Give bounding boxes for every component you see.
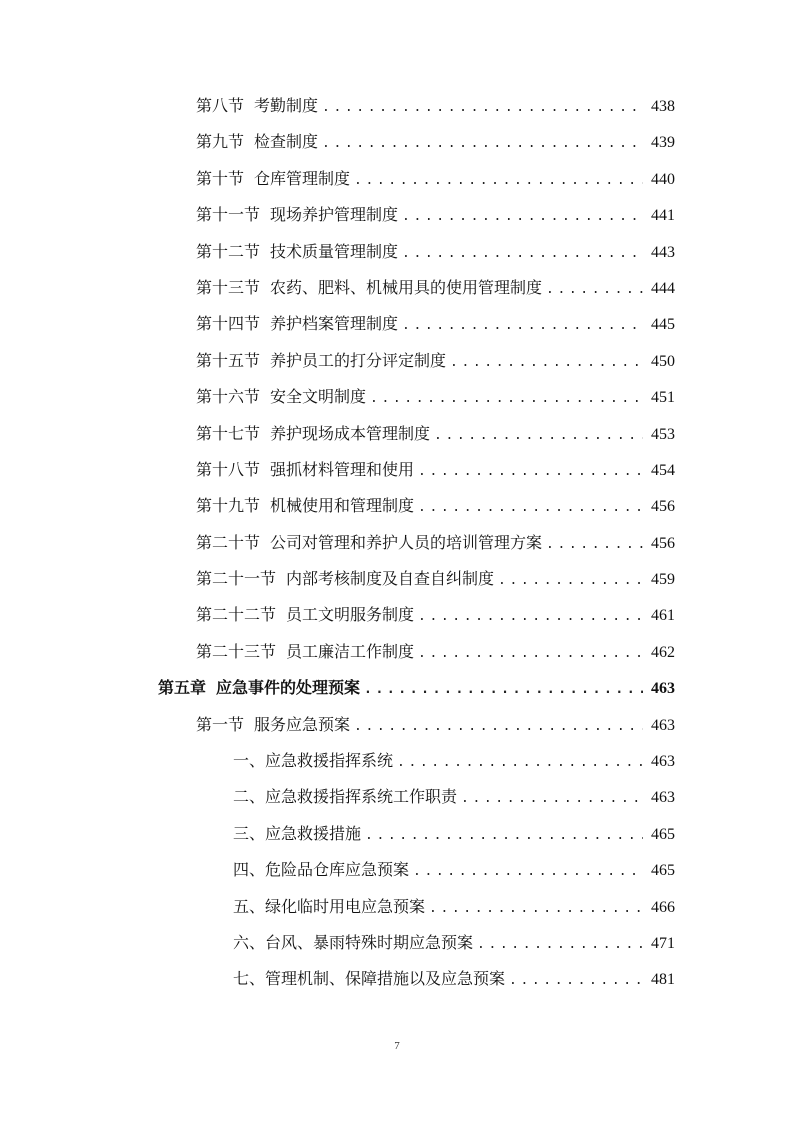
toc-section-entry[interactable] bbox=[0, 707, 675, 743]
toc-section-entry[interactable] bbox=[0, 634, 675, 670]
toc-subsection-entry[interactable] bbox=[0, 743, 675, 779]
toc-entry-title: 服务应急预案 bbox=[254, 714, 351, 734]
toc-entry-number: 第十六节 bbox=[196, 387, 261, 407]
toc-entry-page: 456 bbox=[651, 498, 675, 516]
page-number: 7 bbox=[394, 1040, 400, 1052]
toc-entry-title: 七、管理机制、保障措施以及应急预案 bbox=[233, 969, 506, 989]
toc-entry-title: 养护档案管理制度 bbox=[270, 314, 399, 334]
toc-dot-leader bbox=[461, 781, 643, 817]
toc-dot-leader bbox=[418, 636, 643, 672]
toc-dot-leader bbox=[402, 308, 643, 344]
toc-entry-number: 第二十一节 bbox=[196, 569, 277, 589]
toc-entry-page: 481 bbox=[651, 971, 675, 989]
toc-entry-label bbox=[196, 270, 542, 306]
toc-section-entry[interactable] bbox=[0, 452, 675, 488]
toc-dot-leader bbox=[354, 709, 643, 745]
toc-entry-title: 员工廉洁工作制度 bbox=[286, 641, 415, 661]
toc-entry-label bbox=[196, 597, 414, 633]
toc-dot-leader bbox=[354, 163, 643, 199]
toc-dot-leader bbox=[429, 891, 643, 927]
toc-entry-title: 三、应急救援措施 bbox=[233, 823, 362, 843]
toc-entry-page: 465 bbox=[651, 825, 675, 843]
toc-entry-page: 440 bbox=[651, 170, 675, 188]
toc-entry-label bbox=[196, 124, 318, 160]
toc-subsection-entry[interactable] bbox=[0, 961, 675, 997]
toc-entry-page: 461 bbox=[651, 607, 675, 625]
toc-entry-number: 第十八节 bbox=[196, 459, 261, 479]
toc-entry-page: 445 bbox=[651, 316, 675, 334]
toc-entry-label bbox=[196, 88, 318, 124]
toc-entry-number: 第十四节 bbox=[196, 314, 261, 334]
toc-section-entry[interactable] bbox=[0, 124, 675, 160]
toc-entry-label bbox=[196, 306, 398, 342]
toc-entry-page: 459 bbox=[651, 571, 675, 589]
toc-entry-label bbox=[196, 197, 398, 233]
toc-entry-label bbox=[196, 707, 350, 743]
toc-section-entry[interactable] bbox=[0, 197, 675, 233]
toc-dot-leader bbox=[364, 672, 643, 708]
toc-entry-page: 463 bbox=[651, 680, 675, 698]
toc-section-entry[interactable] bbox=[0, 525, 675, 561]
toc-entry-label bbox=[196, 452, 414, 488]
toc-entry-page: 456 bbox=[651, 534, 675, 552]
toc-section-entry[interactable] bbox=[0, 88, 675, 124]
toc-entry-page: 454 bbox=[651, 461, 675, 479]
toc-entry-title: 五、绿化临时用电应急预案 bbox=[233, 896, 426, 916]
toc-dot-leader bbox=[365, 818, 643, 854]
toc-entry-page: 443 bbox=[651, 243, 675, 261]
toc-dot-leader bbox=[397, 745, 643, 781]
toc-dot-leader bbox=[322, 126, 643, 162]
toc-dot-leader bbox=[509, 963, 643, 999]
toc-entry-label bbox=[196, 234, 398, 270]
toc-section-entry[interactable] bbox=[0, 379, 675, 415]
toc-entry-title: 现场养护管理制度 bbox=[270, 205, 399, 225]
toc-subsection-entry[interactable] bbox=[0, 852, 675, 888]
toc-entry-label bbox=[233, 889, 425, 925]
toc-entry-label bbox=[196, 525, 542, 561]
toc-section-entry[interactable] bbox=[0, 234, 675, 270]
toc-entry-title: 养护员工的打分评定制度 bbox=[270, 350, 447, 370]
toc-dot-leader bbox=[402, 236, 643, 272]
toc-entry-label bbox=[233, 779, 457, 815]
toc-entry-label bbox=[233, 743, 393, 779]
toc-entry-number: 第八节 bbox=[196, 96, 245, 115]
toc-entry-label bbox=[158, 670, 360, 706]
toc-entry-title: 一、应急救援指挥系统 bbox=[233, 751, 394, 771]
toc-entry-page: 439 bbox=[651, 134, 675, 152]
toc-section-entry[interactable] bbox=[0, 561, 675, 597]
toc-section-entry[interactable] bbox=[0, 416, 675, 452]
toc-dot-leader bbox=[546, 527, 643, 563]
toc-entry-page: 465 bbox=[651, 862, 675, 880]
toc-entry-title: 技术质量管理制度 bbox=[270, 241, 399, 261]
toc-subsection-entry[interactable] bbox=[0, 925, 675, 961]
toc-section-entry[interactable] bbox=[0, 306, 675, 342]
toc-entry-number: 第九节 bbox=[196, 132, 245, 152]
toc-entry-number: 第十二节 bbox=[196, 241, 261, 261]
toc-dot-leader bbox=[413, 854, 643, 890]
toc-entry-page: 463 bbox=[651, 716, 675, 734]
toc-entry-label bbox=[233, 816, 361, 852]
toc-entry-page: 444 bbox=[651, 279, 675, 297]
toc-section-entry[interactable] bbox=[0, 488, 675, 524]
toc-entry-number: 第十九节 bbox=[196, 496, 261, 516]
toc-entry-title: 农药、肥料、机械用具的使用管理制度 bbox=[270, 277, 543, 297]
toc-section-entry[interactable] bbox=[0, 343, 675, 379]
toc-entry-page: 438 bbox=[651, 98, 675, 115]
toc-entry-title: 四、危险品仓库应急预案 bbox=[233, 860, 410, 880]
toc-entry-title: 六、台风、暴雨特殊时期应急预案 bbox=[233, 932, 474, 952]
toc-entry-title: 机械使用和管理制度 bbox=[270, 496, 415, 516]
toc-entry-label bbox=[196, 343, 446, 379]
toc-entry-label bbox=[196, 416, 430, 452]
toc-section-entry[interactable] bbox=[0, 597, 675, 633]
toc-subsection-entry[interactable] bbox=[0, 779, 675, 815]
toc-entry-label bbox=[196, 634, 414, 670]
toc-dot-leader bbox=[418, 599, 643, 635]
toc-entry-title: 公司对管理和养护人员的培训管理方案 bbox=[270, 532, 543, 552]
toc-dot-leader bbox=[322, 90, 643, 126]
toc-entry-number: 第五章 bbox=[158, 678, 207, 698]
toc-entry-title: 应急事件的处理预案 bbox=[216, 678, 361, 698]
toc-dot-leader bbox=[418, 490, 643, 526]
toc-entry-number: 第二十节 bbox=[196, 532, 261, 552]
toc-entry-number: 第十七节 bbox=[196, 423, 261, 443]
toc-entry-number: 第一节 bbox=[196, 714, 245, 734]
toc-entry-page: 463 bbox=[651, 753, 675, 771]
toc-dot-leader bbox=[402, 199, 643, 235]
toc-entry-title: 检查制度 bbox=[254, 132, 319, 152]
toc-entry-number: 第十一节 bbox=[196, 205, 261, 225]
toc-entry-number: 第二十三节 bbox=[196, 641, 277, 661]
toc-entry-number: 第十三节 bbox=[196, 277, 261, 297]
toc-entry-label bbox=[196, 161, 350, 197]
toc-entry-number: 第十节 bbox=[196, 168, 245, 188]
toc-entry-label bbox=[233, 961, 505, 997]
toc-entry-title: 强抓材料管理和使用 bbox=[270, 459, 415, 479]
toc-dot-leader bbox=[418, 454, 643, 490]
toc-dot-leader bbox=[450, 345, 643, 381]
toc-entry-title: 安全文明制度 bbox=[270, 387, 367, 407]
toc-entry-label bbox=[196, 488, 414, 524]
toc-dot-leader bbox=[434, 418, 643, 454]
toc-entry-page: 466 bbox=[651, 898, 675, 916]
toc-section-entry[interactable] bbox=[0, 161, 675, 197]
toc-entry-page: 451 bbox=[651, 389, 675, 407]
toc-entry-page: 441 bbox=[651, 207, 675, 225]
toc-dot-leader bbox=[498, 563, 643, 599]
toc-entry-label bbox=[196, 561, 494, 597]
toc-entry-page: 462 bbox=[651, 643, 675, 661]
toc-entry-title: 员工文明服务制度 bbox=[286, 605, 415, 625]
toc-section-entry[interactable] bbox=[0, 270, 675, 306]
toc-subsection-entry[interactable] bbox=[0, 816, 675, 852]
toc-dot-leader bbox=[546, 272, 643, 308]
toc-entry-page: 453 bbox=[651, 425, 675, 443]
toc-entry-title: 仓库管理制度 bbox=[254, 168, 351, 188]
toc-dot-leader bbox=[370, 381, 643, 417]
toc-entry-title: 二、应急救援指挥系统工作职责 bbox=[233, 787, 458, 807]
toc-entry-label bbox=[233, 852, 409, 888]
toc-entry-page: 450 bbox=[651, 352, 675, 370]
toc-entry-number: 第十五节 bbox=[196, 350, 261, 370]
table-of-contents bbox=[0, 88, 794, 998]
toc-entry-title: 养护现场成本管理制度 bbox=[270, 423, 431, 443]
toc-entry-title: 考勤制度 bbox=[254, 96, 319, 115]
toc-subsection-entry[interactable] bbox=[0, 889, 675, 925]
toc-entry-page: 471 bbox=[651, 934, 675, 952]
toc-entry-number: 第二十二节 bbox=[196, 605, 277, 625]
toc-entry-page: 463 bbox=[651, 789, 675, 807]
toc-chapter-entry[interactable] bbox=[0, 670, 675, 706]
toc-entry-title: 内部考核制度及自查自纠制度 bbox=[286, 569, 495, 589]
toc-entry-label bbox=[233, 925, 473, 961]
toc-dot-leader bbox=[477, 927, 643, 963]
toc-entry-label bbox=[196, 379, 366, 415]
